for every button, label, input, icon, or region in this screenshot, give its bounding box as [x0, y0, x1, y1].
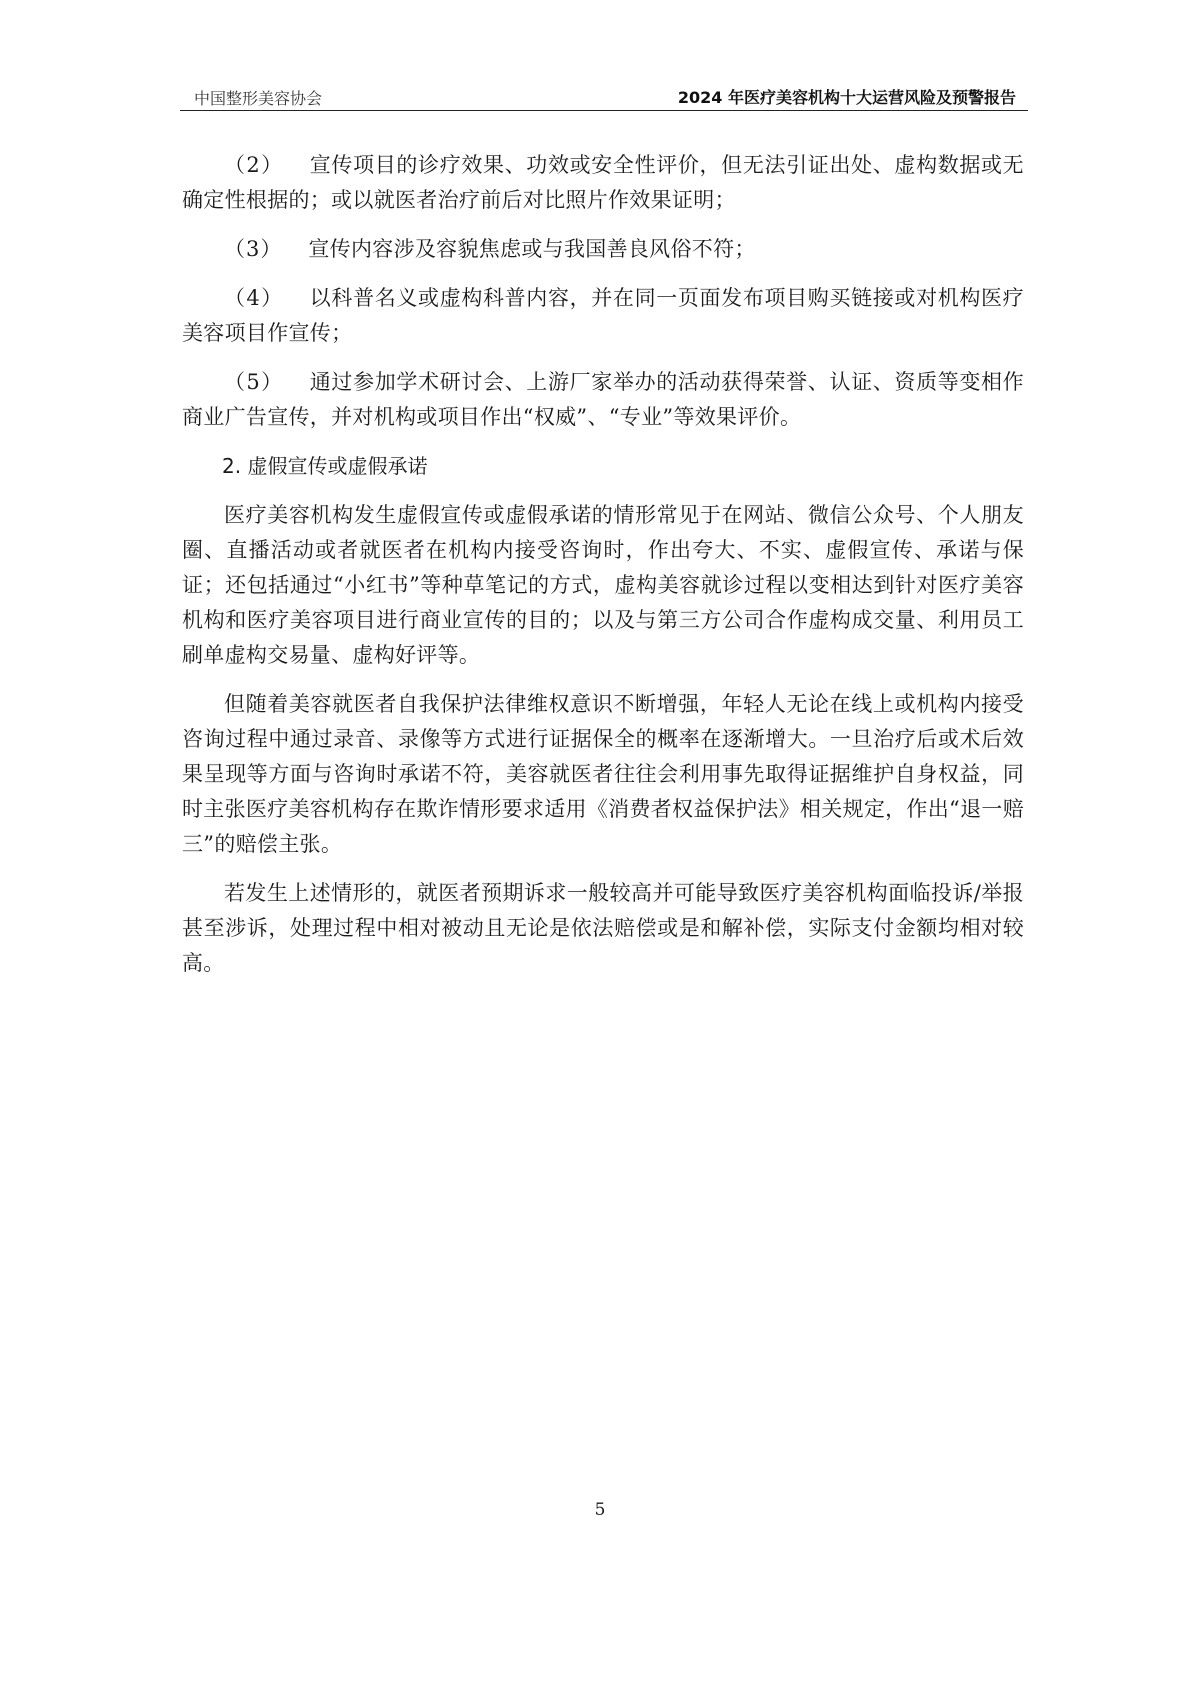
page-number: 5	[594, 1500, 606, 1520]
list-item-text: 通过参加学术研讨会、上游厂家举办的活动获得荣誉、认证、资质等变相作商业广告宣传，并对机构或项目作出“权威”、“专业”等效果评价。	[182, 370, 1024, 429]
header-report-title: 2024 年医疗美容机构十大运营风险及预警报告	[677, 88, 1016, 107]
body-paragraph: 若发生上述情形的，就医者预期诉求一般较高并可能导致医疗美容机构面临投诉/举报甚至涉诉，处理过程中相对被动且无论是依法赔偿或是和解补偿，实际支付金额均相对较高。	[182, 881, 1024, 975]
list-item-number: （3）	[224, 237, 283, 261]
list-item	[182, 365, 1024, 435]
list-item	[182, 232, 1024, 267]
list-item	[182, 281, 1024, 351]
page-header	[180, 82, 1028, 111]
document-body	[182, 148, 1024, 995]
list-item-text: 宣传项目的诊疗效果、功效或安全性评价，但无法引证出处、虚构数据或无确定性根据的；或以就医者治疗前后对比照片作效果证明；	[182, 153, 1024, 212]
list-item-number: （4）	[224, 286, 284, 310]
list-item	[182, 148, 1024, 218]
body-paragraph: 但随着美容就医者自我保护法律维权意识不断增强，年轻人无论在线上或机构内接受咨询过程中通过录音、录像等方式进行证据保全的概率在逐渐增大。一旦治疗后或术后效果呈现等方面与咨询时承诺不符，美容就医者往往会利用事先取得证据维护自身权益，同时主张医疗美容机构存在欺诈情形要求适用《消费者权益保护法》相关规定，作出“退一赔三”的赔偿主张。	[182, 692, 1024, 856]
body-paragraph: 医疗美容机构发生虚假宣传或虚假承诺的情形常见于在网站、微信公众号、个人朋友圈、直播活动或者就医者在机构内接受咨询时，作出夸大、不实、虚假宣传、承诺与保证；还包括通过“小红书”等种草笔记的方式，虚构美容就诊过程以变相达到针对医疗美容机构和医疗美容项目进行商业宣传的目的；以及与第三方公司合作虚构成交量、利用员工刷单虚构交易量、虚构好评等。	[182, 503, 1024, 667]
section-heading: 2. 虚假宣传或虚假承诺	[222, 454, 428, 478]
header-organization: 中国整形美容协会	[194, 89, 323, 108]
list-item-text: 以科普名义或虚构科普内容，并在同一页面发布项目购买链接或对机构医疗美容项目作宣传；	[182, 286, 1024, 345]
list-item-number: （2）	[224, 153, 284, 177]
list-item-number: （5）	[224, 370, 284, 394]
list-item-text: 宣传内容涉及容貌焦虑或与我国善良风俗不符；	[308, 237, 756, 261]
